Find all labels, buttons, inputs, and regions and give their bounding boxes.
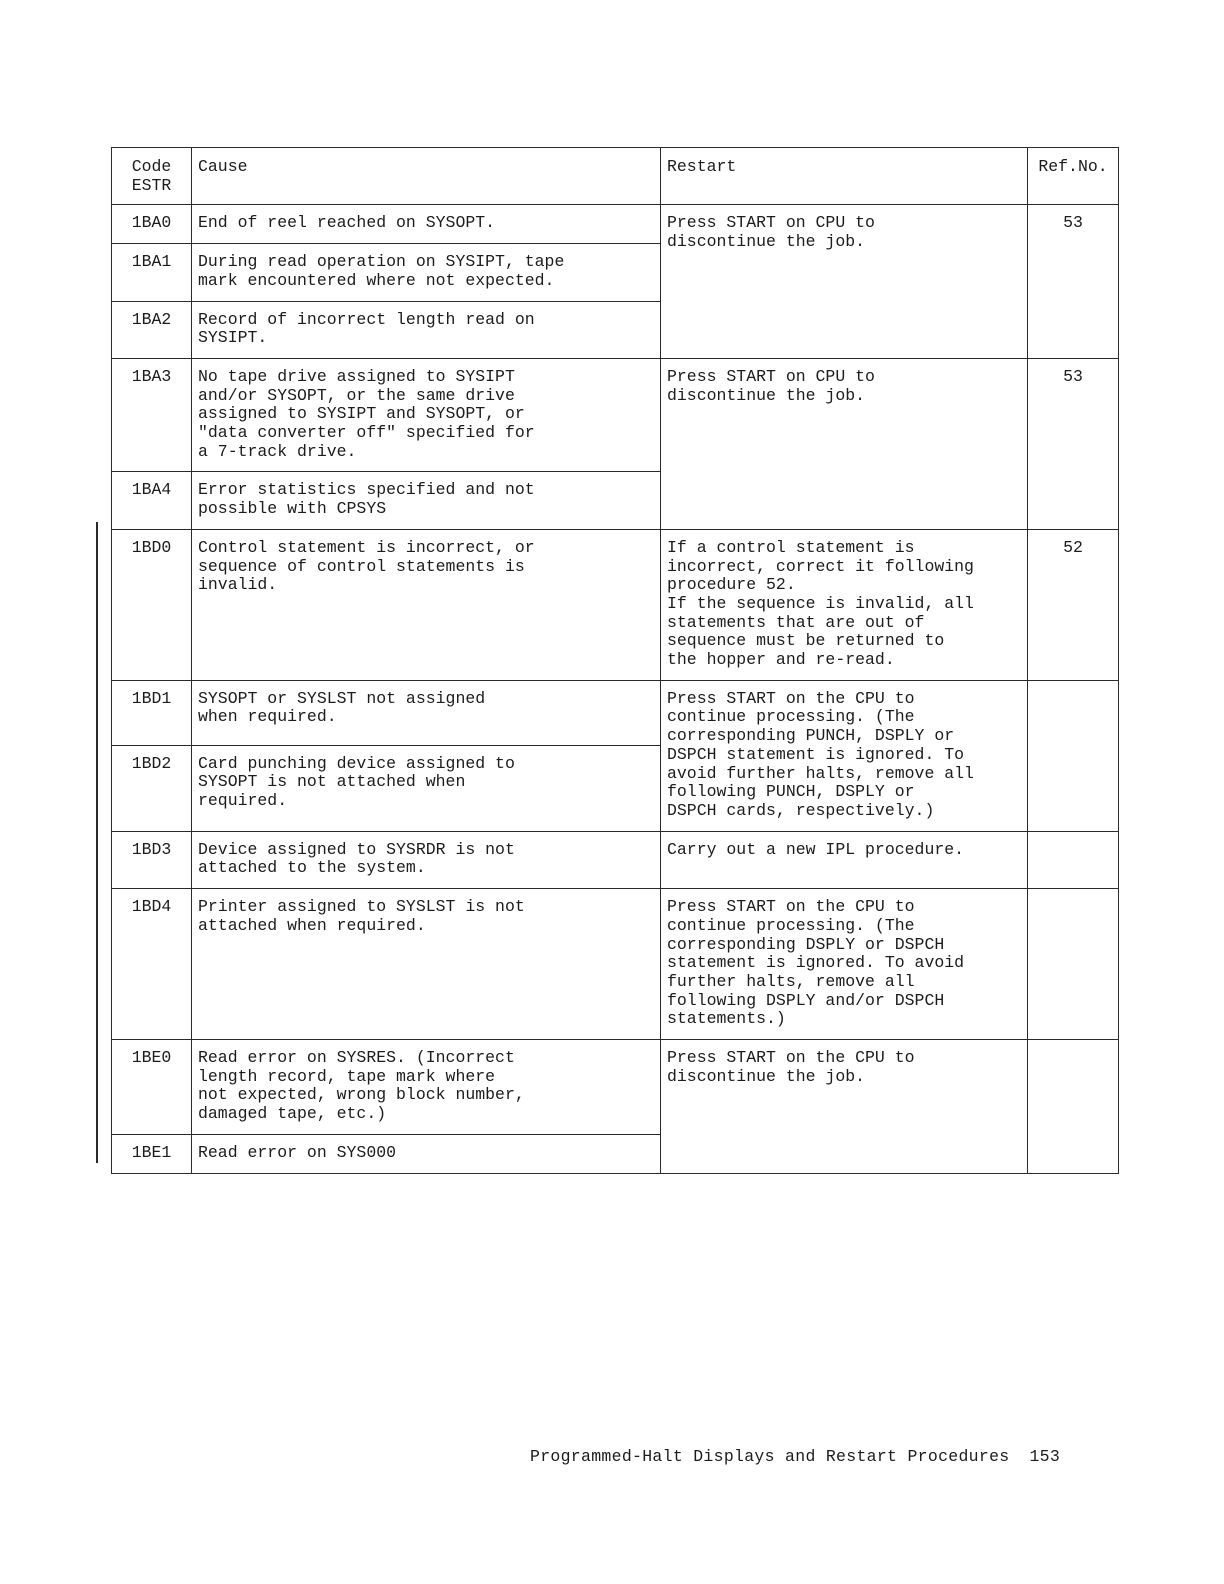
column-header-cause: Cause [192,148,661,205]
row-code: 1BA3 [112,358,192,472]
row-restart: If a control statement is incorrect, correct it following procedure 52. If the sequence is invalid, all statements that are out of sequence must be returned to the hopper and re-read. [661,529,1028,680]
row-restart: Press START on the CPU to continue processing. (The corresponding PUNCH, DSPLY or DSPCH statement is ignored. To avoid further halts, remove all following PUNCH, DSPLY or DSPCH cards, respectively.) [661,680,1028,831]
table-row [112,889,1119,1040]
table-header-row [112,148,1119,205]
row-cause: Device assigned to SYSRDR is not attached to the system. [192,831,661,888]
row-ref-no [1028,680,1119,831]
row-code: 1BD2 [112,745,192,831]
programmed-halt-table [111,147,1119,1174]
column-header-ref-no: Ref.No. [1028,148,1119,205]
row-cause: Read error on SYSRES. (Incorrect length record, tape mark where not expected, wrong block number, damaged tape, etc.) [192,1040,661,1135]
row-code: 1BA0 [112,205,192,244]
row-cause: No tape drive assigned to SYSIPT and/or SYSOPT, or the same drive assigned to SYSIPT and SYSOPT, or "data converter off" specified for a 7-track drive. [192,358,661,472]
footer-section-title: Programmed-Halt Displays and Restart Procedures [530,1447,1010,1466]
row-ref-no [1028,889,1119,1040]
table-row [112,205,1119,244]
row-code: 1BD0 [112,529,192,680]
row-code: 1BD3 [112,831,192,888]
row-ref-no [1028,831,1119,888]
row-cause: Printer assigned to SYSLST is not attached when required. [192,889,661,1040]
row-ref-no: 52 [1028,529,1119,680]
row-ref-no: 53 [1028,205,1119,359]
table-row [112,529,1119,680]
table-row [112,358,1119,472]
row-restart: Press START on CPU to discontinue the job. [661,358,1028,529]
row-cause: Control statement is incorrect, or sequence of control statements is invalid. [192,529,661,680]
row-cause: End of reel reached on SYSOPT. [192,205,661,244]
row-cause: Error statistics specified and not possible with CPSYS [192,472,661,529]
row-restart: Press START on CPU to discontinue the job. [661,205,1028,359]
row-restart: Press START on the CPU to continue processing. (The corresponding DSPLY or DSPCH statement is ignored. To avoid further halts, remove all following DSPLY and/or DSPCH statements.) [661,889,1028,1040]
row-restart: Carry out a new IPL procedure. [661,831,1028,888]
row-cause: Card punching device assigned to SYSOPT is not attached when required. [192,745,661,831]
page-number: 153 [1029,1447,1061,1466]
table-row [112,831,1119,888]
row-restart: Press START on the CPU to discontinue the job. [661,1040,1028,1174]
column-header-restart: Restart [661,148,1028,205]
row-code: 1BA1 [112,244,192,301]
row-ref-no [1028,1040,1119,1174]
table-row [112,1040,1119,1135]
revision-change-bar [96,522,98,1163]
row-code: 1BD1 [112,680,192,745]
row-cause: During read operation on SYSIPT, tape mark encountered where not expected. [192,244,661,301]
row-code: 1BE1 [112,1134,192,1173]
row-code: 1BD4 [112,889,192,1040]
row-code: 1BA4 [112,472,192,529]
row-code: 1BA2 [112,301,192,358]
row-ref-no: 53 [1028,358,1119,529]
table-row [112,680,1119,745]
row-cause: Read error on SYS000 [192,1134,661,1173]
row-cause: SYSOPT or SYSLST not assigned when required. [192,680,661,745]
row-code: 1BE0 [112,1040,192,1135]
row-cause: Record of incorrect length read on SYSIPT. [192,301,661,358]
page-footer [530,1447,1130,1466]
column-header-code: Code ESTR [112,148,192,205]
